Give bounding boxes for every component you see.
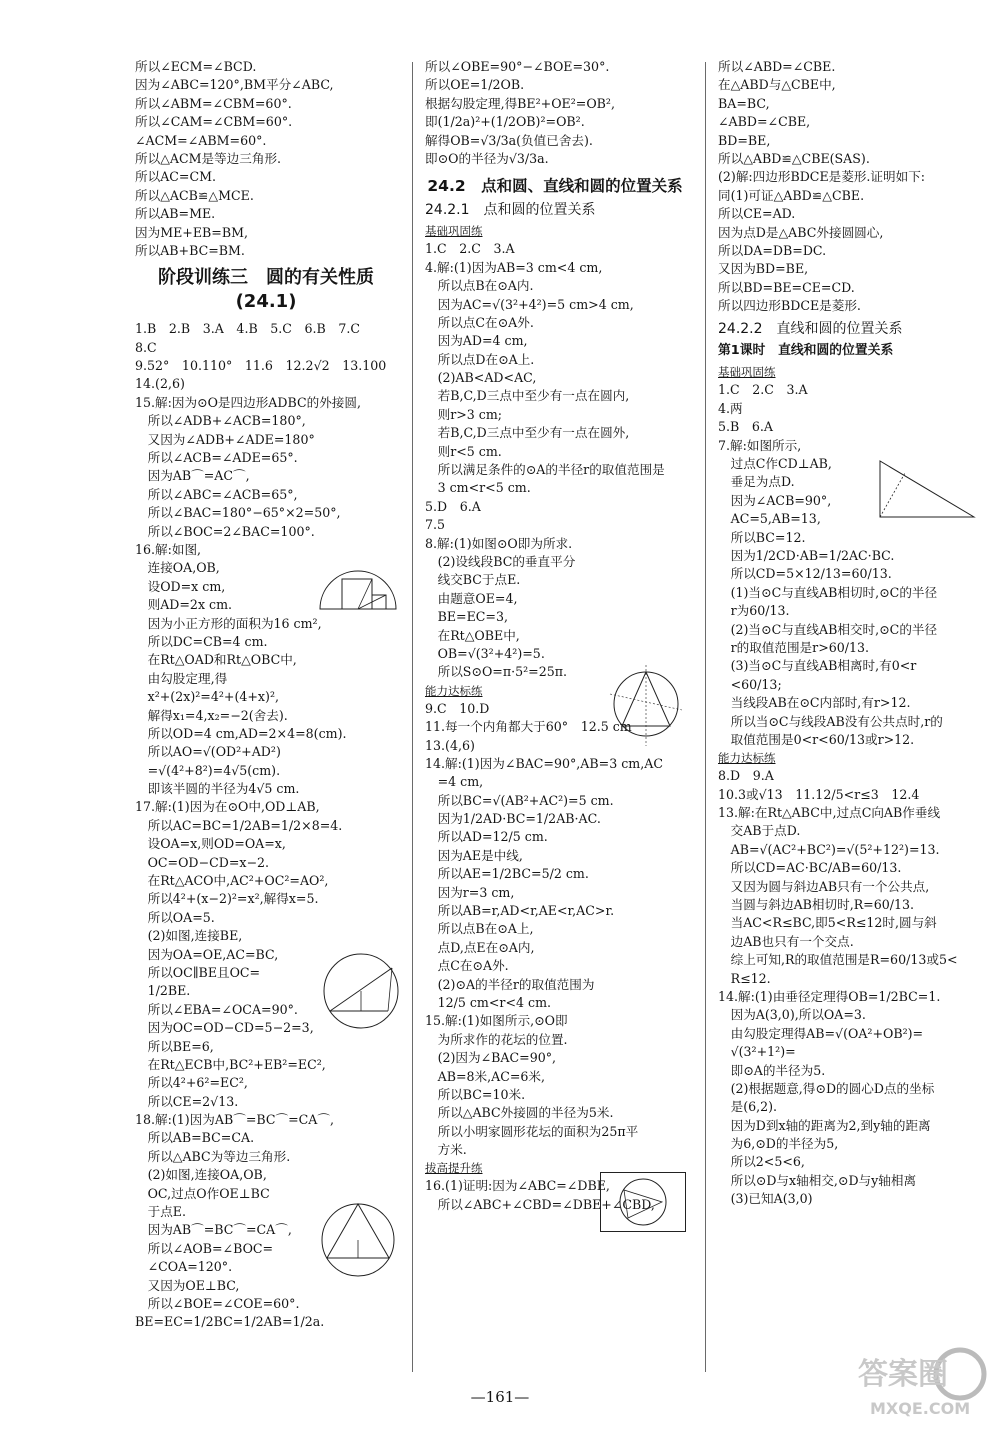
text-line: 7.解:如图所示, bbox=[718, 437, 802, 453]
flower-bed-figure bbox=[600, 1172, 686, 1232]
text-line: 为所求作的花坛的位置. bbox=[425, 1031, 568, 1047]
text-line: 当AC<R≤BC,即5<R≤12时,圆与斜 bbox=[718, 915, 937, 931]
text-line: 所以∠BOC=2∠BAC=100°. bbox=[135, 523, 315, 539]
text-line: 为6,⊙D的半径为5, bbox=[718, 1136, 839, 1152]
text-line: (2)⊙A的半径r的取值范围为 bbox=[425, 976, 595, 992]
solution-block bbox=[718, 58, 980, 315]
text-line: 所以∠ABC+∠CBD=∠DBE+∠CBD, bbox=[425, 1196, 655, 1212]
text-line: 即⊙O的半径为√3/3a. bbox=[425, 150, 549, 166]
text-line: 17.解:(1)因为在⊙O中,OD⊥AB, bbox=[135, 799, 320, 815]
text-line: 方米. bbox=[425, 1142, 467, 1158]
lesson-heading: 第1课时 直线和圆的位置关系 bbox=[718, 343, 894, 359]
text-line: 8.解:(1)如图⊙O即为所求. bbox=[425, 535, 573, 551]
text-line: 因为AB⌒=BC⌒=CA⌒, bbox=[135, 1222, 292, 1238]
text-line: 当线段AB在⊙C内部时,有r>12. bbox=[718, 695, 911, 711]
text-line: 所以OA=5. bbox=[135, 909, 215, 925]
text-line: 所以△ACB≌△MCE. bbox=[135, 187, 254, 203]
text-line: (2)AB<AD<AC, bbox=[425, 370, 537, 386]
text-line: 所以当⊙C与线段AB没有公共点时,r的 bbox=[718, 713, 943, 729]
text-line: (1)当⊙C与直线AB相切时,⊙C的半径 bbox=[718, 584, 938, 600]
section-heading: 24.2 点和圆、直线和圆的位置关系 bbox=[427, 177, 683, 196]
text-line: 所以点B在⊙A内. bbox=[425, 278, 534, 294]
text-line: 又因为∠ADB+∠ADE=180° bbox=[135, 431, 315, 447]
text-line: 1.B 2.B 3.A 4.B 5.C 6.B 7.C bbox=[135, 321, 361, 337]
subsection-heading: 24.2.1 点和圆的位置关系 bbox=[425, 202, 596, 219]
text-line: 5.D 6.A bbox=[425, 498, 481, 514]
text-line: BE=EC=1/2BC=1/2AB=1/2a. bbox=[135, 1314, 325, 1330]
section-heading: 阶段训练三 圆的有关性质(24.1) bbox=[158, 267, 374, 313]
page-number: —161— bbox=[470, 1388, 530, 1406]
exercise-category-label: 能力达标练 bbox=[425, 683, 483, 698]
text-line: 4.解:(1)因为AB=3 cm<4 cm, bbox=[425, 259, 603, 275]
text-line: √(3²+1²)= bbox=[718, 1044, 796, 1060]
text-line: 点C在⊙A外. bbox=[425, 958, 509, 974]
text-line: 所以AO=√(OD²+AD²) bbox=[135, 744, 281, 760]
text-line: 所以△ACM是等边三角形. bbox=[135, 150, 282, 166]
watermark-text: 答案圈 bbox=[858, 1357, 948, 1392]
answer-list bbox=[718, 767, 980, 1208]
right-triangle-figure bbox=[870, 455, 980, 525]
text-line: 10.3或√13 11.12/5<r≤3 12.4 bbox=[718, 786, 920, 802]
text-line: 所以点B在⊙A上, bbox=[425, 921, 534, 937]
text-line: 3 cm<r<5 cm. bbox=[425, 480, 531, 496]
text-line: 由题意OE=4, bbox=[425, 590, 518, 606]
text-line: 所以CD=AC·BC/AB=60/13. bbox=[718, 860, 902, 876]
inscribed-triangle-figure bbox=[318, 1192, 398, 1282]
text-line: 所以AE=1/2BC=5/2 cm. bbox=[425, 866, 589, 882]
text-line: 因为AE是中线, bbox=[425, 847, 523, 863]
text-line: 所以小明家圆形花坛的面积为25π平 bbox=[425, 1123, 639, 1139]
exercise-category-label: 基础巩固练 bbox=[718, 365, 776, 380]
text-line: 11.每一个内角都大于60° 12.5 cm bbox=[425, 719, 632, 735]
text-line: 边AB也只有一个交点. bbox=[718, 933, 854, 949]
text-line: R≤12. bbox=[718, 970, 771, 986]
subsection-heading: 24.2.2 直线和圆的位置关系 bbox=[718, 321, 903, 338]
column-right bbox=[718, 58, 980, 1209]
text-line: 所以∠ABD=∠CBE. bbox=[718, 59, 836, 74]
text-line: (2)解:四边形BDCE是菱形.证明如下: bbox=[718, 169, 926, 185]
text-line: AB=8米,AC=6米, bbox=[425, 1068, 545, 1084]
text-line: 所以BC=12. bbox=[718, 529, 806, 545]
text-line: 4.两 bbox=[718, 400, 743, 416]
text-line: 在Rt△OBE中, bbox=[425, 627, 520, 643]
text-line: (2)如图,连接BE, bbox=[135, 928, 243, 944]
text-line: 线交BC于点E. bbox=[425, 572, 521, 588]
text-line: 所以△ABC外接圆的半径为5米. bbox=[425, 1105, 614, 1121]
column-divider bbox=[705, 62, 706, 1372]
watermark-logo bbox=[852, 1332, 992, 1422]
text-line: 所以BC=10米. bbox=[425, 1086, 526, 1102]
text-line: 14.解:(1)因为∠BAC=90°,AB=3 cm,AC bbox=[425, 755, 663, 771]
text-line: 9.C 10.D bbox=[425, 700, 490, 716]
text-line: 所以DA=DB=DC. bbox=[718, 242, 827, 258]
solution-block bbox=[135, 58, 397, 260]
text-line: 即(1/2a)²+(1/2OB)²=OB². bbox=[425, 114, 585, 130]
text-line: 14.解:(1)由垂径定理得OB=1/2BC=1. bbox=[718, 988, 941, 1004]
text-line: 所以BE=6, bbox=[135, 1038, 214, 1054]
text-line: 所以⊙D与x轴相交,⊙D与y轴相离 bbox=[718, 1172, 917, 1188]
text-line: 所以满足条件的⊙A的半径r的取值范围是 bbox=[425, 462, 665, 478]
text-line: 5.B 6.A bbox=[718, 419, 773, 435]
text-line: 若B,C,D三点中至少有一点在圆内, bbox=[425, 388, 630, 404]
text-line: (3)已知A(3,0) bbox=[718, 1191, 813, 1207]
text-line: (2)因为∠BAC=90°, bbox=[425, 1050, 557, 1066]
watermark-url: MXQE.COM bbox=[870, 1399, 971, 1418]
text-line: <60/13; bbox=[718, 676, 782, 692]
text-line: 7.5 bbox=[425, 517, 446, 533]
text-line: 所以四边形BDCE是菱形. bbox=[718, 298, 861, 314]
text-line: r的取值范围是r>60/13. bbox=[718, 639, 870, 655]
text-line: 连接OA,OB, bbox=[135, 560, 220, 576]
text-line: 因为AC=√(3²+4²)=5 cm>4 cm, bbox=[425, 296, 634, 312]
text-line: 所以∠ABM=∠CBM=60°. bbox=[135, 95, 292, 111]
text-line: 所以∠BOE=∠COE=60°. bbox=[135, 1296, 300, 1311]
text-line: 所以2<5<6, bbox=[718, 1154, 805, 1170]
answer-list bbox=[425, 240, 685, 681]
text-line: 又因为圆与斜边AB只有一个公共点, bbox=[718, 878, 930, 894]
text-line: 所以AC=CM. bbox=[135, 169, 217, 185]
text-line: 由勾股定理,得 bbox=[135, 670, 228, 686]
text-line: ∠ABD=∠CBE, bbox=[718, 114, 811, 130]
text-line: 所以DC=CB=4 cm. bbox=[135, 633, 268, 649]
text-line: BD=BE, bbox=[718, 132, 771, 148]
text-line: 所以∠ABC=∠ACB=65°, bbox=[135, 486, 298, 502]
text-line: 所以S⊙O=π·5²=25π. bbox=[425, 664, 568, 680]
text-line: 所以OD=4 cm,AD=2×4=8(cm). bbox=[135, 725, 347, 741]
text-line: 因为小正方形的面积为16 cm², bbox=[135, 615, 322, 631]
text-line: 若B,C,D三点中至少有一点在圆外, bbox=[425, 425, 630, 441]
text-line: 当圆与斜边AB相切时,R=60/13. bbox=[718, 897, 915, 913]
text-line: 所以AB+BC=BM. bbox=[135, 242, 245, 258]
text-line: 在Rt△ACO中,AC²+OC²=AO², bbox=[135, 873, 329, 889]
text-line: 所以∠AOB=∠BOC= bbox=[135, 1240, 274, 1256]
text-line: 因为点D是△ABC外接圆圆心, bbox=[718, 224, 884, 240]
circumcircle-figure bbox=[608, 660, 684, 750]
text-line: 过点C作CD⊥AB, bbox=[718, 456, 832, 472]
text-line: 根据勾股定理,得BE²+OE²=OB², bbox=[425, 95, 615, 111]
text-line: 16.解:如图, bbox=[135, 541, 202, 557]
text-line: 所以BC=√(AB²+AC²)=5 cm. bbox=[425, 792, 614, 808]
text-line: (2)如图,连接OA,OB, bbox=[135, 1167, 267, 1183]
text-line: ∠COA=120°. bbox=[135, 1259, 233, 1275]
text-line: 即该半圆的半径为4√5 cm. bbox=[135, 781, 300, 797]
text-line: 所以△ABC为等边三角形. bbox=[135, 1148, 291, 1164]
solution-block bbox=[425, 58, 685, 168]
text-line: 8.C bbox=[135, 339, 157, 355]
text-line: 因为∠ABC=120°,BM平分∠ABC, bbox=[135, 77, 334, 93]
text-line: 取值范围是0<r<60/13或r>12. bbox=[718, 731, 915, 747]
text-line: 所以∠BAC=180°−65°×2=50°, bbox=[135, 505, 341, 521]
text-line: 所以OE=1/2OB. bbox=[425, 77, 525, 93]
text-line: =4 cm, bbox=[425, 774, 484, 790]
text-line: 解得x₁=4,x₂=−2(舍去). bbox=[135, 707, 288, 723]
text-line: 因为∠ACB=90°, bbox=[718, 492, 832, 508]
text-line: 1/2BE. bbox=[135, 983, 191, 999]
text-line: 因为r=3 cm, bbox=[425, 884, 515, 900]
text-line: BE=EC=3, bbox=[425, 609, 508, 625]
text-line: 因为AD=4 cm, bbox=[425, 333, 528, 349]
text-line: 所以∠CAM=∠CBM=60°. bbox=[135, 114, 293, 130]
column-middle bbox=[425, 58, 685, 1214]
text-line: 18.解:(1)因为AB⌒=BC⌒=CA⌒, bbox=[135, 1112, 334, 1128]
text-line: 9.52° 10.110° 11.6 12.2√2 13.100 bbox=[135, 358, 387, 374]
text-line: 所以BD=BE=CE=CD. bbox=[718, 279, 855, 295]
text-line: 所以点D在⊙A上. bbox=[425, 351, 535, 367]
text-line: 因为D到x轴的距离为2,到y轴的距离 bbox=[718, 1117, 931, 1133]
text-line: 在△ABD与△CBE中, bbox=[718, 77, 836, 93]
text-line: 在Rt△ECB中,BC²+EB²=EC², bbox=[135, 1056, 326, 1072]
text-line: 16.(1)证明:因为∠ABC=∠DBE, bbox=[425, 1178, 610, 1194]
text-line: 在Rt△OAD和Rt△OBC中, bbox=[135, 652, 297, 668]
answer-list bbox=[718, 381, 980, 749]
text-line: 所以4²+(x−2)²=x²,解得x=5. bbox=[135, 891, 319, 907]
text-line: 所以∠ADB+∠ACB=180°, bbox=[135, 413, 306, 429]
text-line: 综上可知,R的取值范围是R=60/13或5< bbox=[718, 952, 958, 968]
text-line: 所以∠ECM=∠BCD. bbox=[135, 59, 257, 74]
text-line: 所以4²+6²=EC², bbox=[135, 1075, 248, 1091]
text-line: 所以CE=AD. bbox=[718, 206, 796, 222]
text-line: 则r>3 cm; bbox=[425, 406, 503, 422]
text-line: (3)当⊙C与直线AB相离时,有0<r bbox=[718, 658, 917, 674]
text-line: 因为OA=OE,AC=BC, bbox=[135, 946, 279, 962]
text-line: 所以AB=ME. bbox=[135, 206, 216, 222]
text-line: 则AD=2x cm. bbox=[135, 597, 233, 613]
text-line: 1.C 2.C 3.A bbox=[425, 241, 515, 257]
text-line: 15.解:(1)如图所示,⊙O即 bbox=[425, 1013, 568, 1029]
text-line: 所以CE=2√13. bbox=[135, 1093, 239, 1109]
exercise-category-label: 能力达标练 bbox=[718, 751, 776, 766]
text-line: 因为OC=OD−CD=5−2=3, bbox=[135, 1020, 314, 1036]
text-line: ∠ACM=∠ABM=60°. bbox=[135, 132, 267, 148]
text-line: 13.解:在Rt△ABC中,过点C向AB作垂线 bbox=[718, 805, 941, 821]
semicircle-square-figure bbox=[318, 565, 398, 613]
answer-list bbox=[425, 700, 685, 1160]
text-line: 13.(4,6) bbox=[425, 737, 475, 753]
text-line: 所以△ABD≌△CBE(SAS). bbox=[718, 150, 870, 166]
text-line: 则r<5 cm. bbox=[425, 443, 502, 459]
text-line: 由勾股定理得AB=√(OA²+OB²)= bbox=[718, 1025, 924, 1041]
text-line: 所以∠EBA=∠OCA=90°. bbox=[135, 1001, 298, 1017]
text-line: (2)设线段BC的垂直平分 bbox=[425, 553, 576, 569]
text-line: 交AB于点D. bbox=[718, 823, 801, 839]
text-line: OC,过点O作OE⊥BC bbox=[135, 1185, 270, 1201]
text-line: 所以∠OBE=90°−∠BOE=30°. bbox=[425, 59, 610, 74]
text-line: 点D,点E在⊙A内, bbox=[425, 939, 535, 955]
text-line: 设OA=x,则OD=OA=x, bbox=[135, 836, 286, 852]
exercise-category-label: 基础巩固练 bbox=[425, 224, 483, 239]
text-line: 所以AC=BC=1/2AB=1/2×8=4. bbox=[135, 817, 343, 833]
text-line: (2)当⊙C与直线AB相交时,⊙C的半径 bbox=[718, 621, 938, 637]
column-left bbox=[135, 58, 397, 1332]
text-line: 所以AB=BC=CA. bbox=[135, 1130, 255, 1146]
circle-chord-figure bbox=[320, 950, 402, 1032]
text-line: 解得OB=√3/3a(负值已舍去). bbox=[425, 132, 593, 148]
text-line: 因为1/2AD·BC=1/2AB·AC. bbox=[425, 811, 601, 827]
text-line: r为60/13. bbox=[718, 603, 790, 619]
text-line: 8.D 9.A bbox=[718, 768, 774, 784]
text-line: 因为ME+EB=BM, bbox=[135, 224, 248, 240]
text-line: OC=OD−CD=x−2. bbox=[135, 854, 270, 870]
text-line: 因为1/2CD·AB=1/2AC·BC. bbox=[718, 547, 895, 563]
text-line: 所以∠ACB=∠ADE=65°. bbox=[135, 450, 298, 466]
column-divider bbox=[412, 62, 413, 1372]
text-line: 15.解:因为⊙O是四边形ADBC的外接圆, bbox=[135, 394, 361, 410]
text-line: BA=BC, bbox=[718, 95, 770, 111]
text-line: 所以OC∥BE且OC= bbox=[135, 964, 261, 980]
text-line: AB=√(AC²+BC²)=√(5²+12²)=13. bbox=[718, 841, 940, 857]
text-line: 又因为OE⊥BC, bbox=[135, 1277, 240, 1293]
text-line: (2)根据题意,得⊙D的圆心D点的坐标 bbox=[718, 1080, 935, 1096]
answer-list bbox=[135, 320, 397, 1331]
text-line: 设OD=x cm, bbox=[135, 578, 226, 594]
text-line: 1.C 2.C 3.A bbox=[718, 382, 808, 398]
text-line: x²+(2x)²=4²+(4+x)², bbox=[135, 689, 279, 705]
text-line: AC=5,AB=13, bbox=[718, 511, 821, 527]
text-line: 即⊙A的半径为5. bbox=[718, 1062, 826, 1078]
text-line: 于点E. bbox=[135, 1204, 186, 1220]
text-line: 因为A(3,0),所以OA=3. bbox=[718, 1007, 866, 1023]
text-line: 是(6,2). bbox=[718, 1099, 778, 1115]
text-line: 12/5 cm<r<4 cm. bbox=[425, 994, 552, 1010]
text-line: OB=√(3²+4²)=5. bbox=[425, 645, 545, 661]
text-line: 所以CD=5×12/13=60/13. bbox=[718, 566, 892, 582]
exercise-category-label: 拔高提升练 bbox=[425, 1161, 483, 1176]
text-line: 因为AB⌒=AC⌒, bbox=[135, 468, 250, 484]
text-line: 垂足为点D. bbox=[718, 474, 795, 490]
text-line: 所以点C在⊙A外. bbox=[425, 314, 534, 330]
text-line: 又因为BD=BE, bbox=[718, 261, 809, 277]
text-line: 14.(2,6) bbox=[135, 376, 185, 392]
text-line: 同(1)可证△ABD≌△CBE. bbox=[718, 187, 865, 203]
text-line: =√(4²+8²)=4√5(cm). bbox=[135, 762, 281, 778]
text-line: 所以AB=r,AD<r,AE<r,AC>r. bbox=[425, 903, 615, 919]
text-line: 所以AD=12/5 cm. bbox=[425, 829, 548, 845]
